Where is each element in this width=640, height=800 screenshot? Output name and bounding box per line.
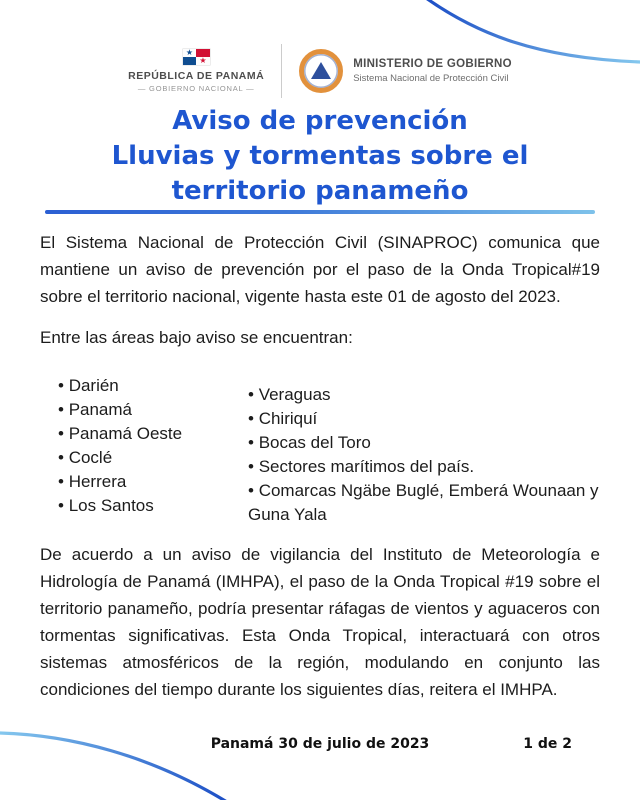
ministry-title: MINISTERIO DE GOBIERNO — [353, 58, 512, 70]
list-item: • Coclé — [58, 446, 248, 470]
ministry-logo-block — [299, 49, 512, 93]
header-vertical-divider — [281, 44, 282, 98]
republic-title: REPÚBLICA DE PANAMÁ — [128, 70, 265, 82]
list-item: • Panamá — [58, 398, 248, 422]
list-item: • Comarcas Ngäbe Buglé, Emberá Wounaan y Guna Yala — [248, 479, 600, 527]
areas-list-left — [40, 374, 248, 518]
areas-list-right — [248, 383, 600, 527]
flag-star-red: ★ — [196, 57, 210, 65]
footer-date: Panamá 30 de julio de 2023 — [210, 736, 430, 752]
republic-subtitle: — GOBIERNO NACIONAL — — [137, 84, 255, 93]
sinaproc-seal-icon — [299, 49, 343, 93]
list-item: • Chiriquí — [248, 407, 600, 431]
title-line-3: territorio panameño — [171, 176, 469, 206]
advisory-paragraph-1: El Sistema Nacional de Protección Civil (SINAPROC) comunica que mantiene un aviso de prevención por el paso de la Onda Tropical#19 sobre el territorio nacional, vigente hasta este 01 de agosto del 2023. — [40, 233, 600, 306]
ministry-subtitle: Sistema Nacional de Protección Civil — [353, 73, 509, 84]
list-item: • Sectores marítimos del país. — [248, 455, 600, 479]
list-item: • Los Santos — [58, 494, 248, 518]
panama-flag-icon — [183, 49, 210, 65]
government-header — [0, 44, 640, 98]
list-item: • Veraguas — [248, 383, 600, 407]
page-footer — [0, 736, 640, 756]
list-item: • Darién — [58, 374, 248, 398]
title-underline-rule — [45, 210, 595, 214]
areas-columns — [40, 374, 600, 527]
flag-blue-quadrant — [183, 57, 197, 65]
title-line-2: Lluvias y tormentas sobre el — [111, 141, 529, 171]
areas-list-intro: Entre las áreas bajo aviso se encuentran: — [40, 328, 353, 347]
title-line-1: Aviso de prevención — [172, 106, 468, 136]
page-title — [20, 104, 620, 209]
republic-logo-block — [128, 49, 264, 93]
seal-triangle — [311, 62, 331, 79]
list-item: • Bocas del Toro — [248, 431, 600, 455]
flag-star-blue: ★ — [183, 49, 197, 57]
list-item: • Panamá Oeste — [58, 422, 248, 446]
page-number: 1 de 2 — [523, 736, 572, 752]
list-item: • Herrera — [58, 470, 248, 494]
advisory-paragraph-2: De acuerdo a un aviso de vigilancia del Instituto de Meteorología e Hidrología de Panamá (IMHPA), el paso de la Onda Tropical #19 sobre el territorio panameño, podría presentar ráfagas de vientos y aguaceros con tormentas significativas. Esta Onda Tropical, interactuará con otros sistemas atmosféricos de la región, modulando en conjunto las condiciones del tiempo durante los siguientes días, reitera el IMHPA. — [40, 545, 600, 699]
